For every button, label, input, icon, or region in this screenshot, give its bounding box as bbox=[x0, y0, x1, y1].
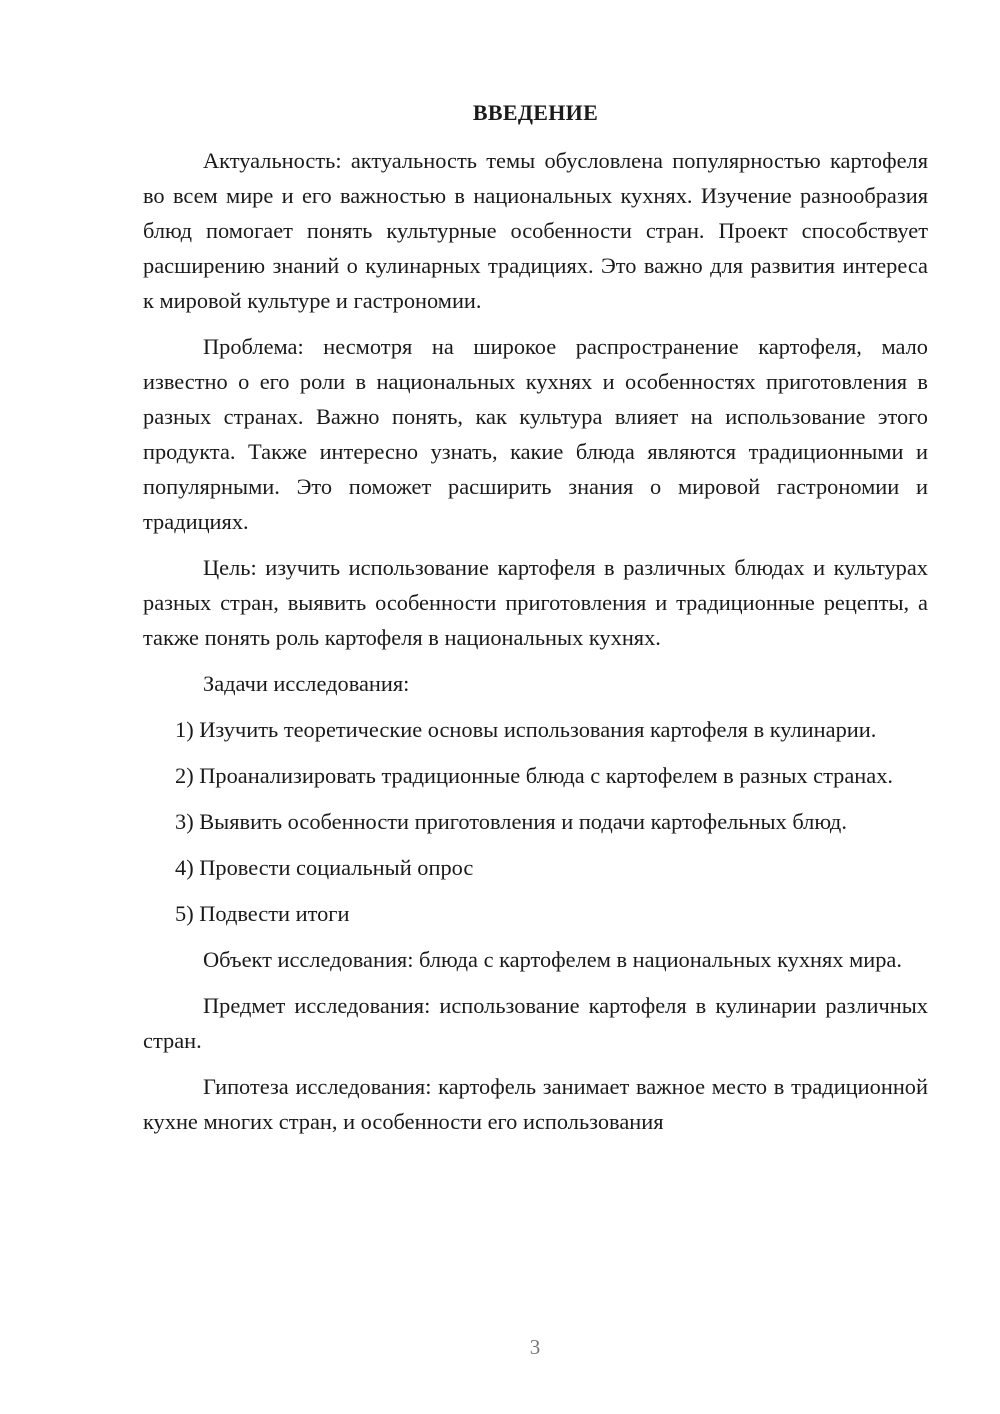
subject-paragraph: Предмет исследования: использование картофеля в кулинарии различных стран. bbox=[143, 993, 928, 1053]
task-item: 4) Провести социальный опрос bbox=[175, 855, 474, 880]
tasks-heading: Задачи исследования: bbox=[203, 671, 410, 696]
page-title: ВВЕДЕНИЕ bbox=[472, 100, 599, 125]
task-item: 2) Проанализировать традиционные блюда с картофелем в разных странах. bbox=[175, 763, 893, 788]
task-item: 3) Выявить особенности приготовления и подачи картофельных блюд. bbox=[175, 809, 847, 834]
goal-paragraph: Цель: изучить использование картофеля в различных блюдах и культурах разных стран, выявить особенности приготовления и традиционные рецепты, а также понять роль картофеля в национальных кухнях. bbox=[143, 555, 928, 650]
hypothesis-paragraph: Гипотеза исследования: картофель занимает важное место в традиционной кухне многих стран, и особенности его использования bbox=[143, 1074, 928, 1134]
document-page bbox=[143, 95, 928, 1139]
page-number: 3 bbox=[529, 1335, 541, 1359]
object-paragraph: Объект исследования: блюда с картофелем в национальных кухнях мира. bbox=[203, 947, 902, 972]
problem-paragraph: Проблема: несмотря на широкое распространение картофеля, мало известно о его роли в национальных кухнях и особенностях приготовления в разных странах. Важно понять, как культура влияет на использование этого продукта. Также интересно узнать, какие блюда являются традиционными и популярными. Это поможет расширить знания о мировой гастрономии и традициях. bbox=[143, 334, 928, 534]
task-item: 1) Изучить теоретические основы использования картофеля в кулинарии. bbox=[175, 717, 877, 742]
relevance-paragraph: Актуальность: актуальность темы обусловлена популярностью картофеля во всем мире и его важностью в национальных кухнях. Изучение разнообразия блюд помогает понять культурные особенности стран. Проект способствует расширению знаний о кулинарных традициях. Это важно для развития интереса к мировой культуре и гастрономии. bbox=[143, 148, 928, 313]
task-item: 5) Подвести итоги bbox=[175, 901, 350, 926]
